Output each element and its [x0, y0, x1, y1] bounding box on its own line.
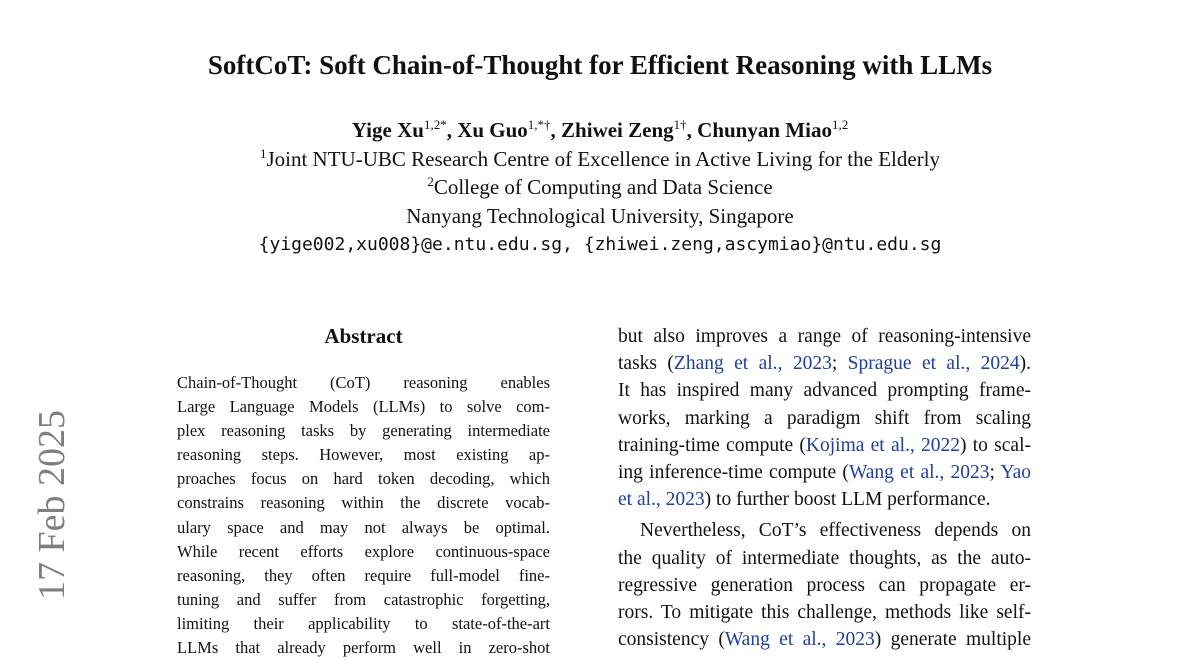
affiliation-2-text: College of Computing and Data Science	[433, 175, 773, 199]
abstract-line: proaches focus on hard token decoding, which	[177, 469, 550, 489]
affiliation-1-text: Joint NTU-UBC Research Centre of Excellence in Active Living for the Elderly	[266, 147, 941, 171]
paragraph-1-line	[618, 486, 1031, 513]
author-name: Yige Xu	[351, 118, 424, 142]
abstract-body	[177, 371, 550, 660]
paragraph-1-line	[618, 432, 1031, 459]
paragraph-2-line	[618, 517, 1031, 544]
author-name: Xu Guo	[457, 118, 528, 142]
abstract-line: constrains reasoning within the discrete vocab-	[177, 493, 550, 513]
paragraph-1-line	[618, 350, 1031, 377]
author-affiliation-sup: 1,*	[527, 117, 545, 132]
author-name: Chunyan Miao	[697, 118, 832, 142]
affiliation-1	[0, 145, 1200, 173]
author-note-mark: †	[680, 117, 687, 132]
abstract-line: ulary space and may not always be optimal.	[177, 517, 550, 537]
paragraph-2-line	[618, 572, 1031, 599]
body-text: consistency (	[618, 629, 725, 651]
abstract-line: limiting their applicability to state-of-the-art	[177, 613, 550, 633]
citation-link[interactable]: Kojima et al., 2022	[805, 434, 961, 456]
body-text: but also improves a range of reasoning-intensive	[618, 326, 1031, 347]
author-separator: ,	[550, 118, 562, 142]
affiliation-2-sup: 2	[427, 174, 434, 189]
body-text: ;	[989, 461, 1001, 483]
affiliation-1-sup: 1	[259, 146, 267, 161]
body-text: rors. To mitigate this challenge, methods like self-	[618, 601, 1031, 623]
body-text: ) to further boost LLM performance.	[704, 489, 991, 511]
body-text: It has inspired many advanced prompting frame-	[618, 380, 1031, 402]
abstract-line: Chain-of-Thought (CoT) reasoning enables	[177, 373, 550, 392]
author	[697, 118, 848, 142]
author-note-mark: †	[544, 117, 551, 132]
paper-title: SoftCoT: Soft Chain-of-Thought for Efficient Reasoning with LLMs	[207, 50, 993, 80]
author-separator: ,	[686, 118, 698, 142]
body-text: training-time compute (	[618, 434, 806, 456]
author-separator: ,	[446, 118, 458, 142]
body-text: ) to scal-	[960, 434, 1031, 456]
arxiv-date-stamp: 17 Feb 2025	[31, 410, 73, 600]
citation-link[interactable]: Sprague et al., 2024	[847, 353, 1020, 375]
paragraph-2-line	[618, 545, 1031, 572]
body-text: ).	[1019, 353, 1031, 375]
intro-right-column	[618, 323, 1031, 653]
author-note-mark: *	[440, 117, 447, 132]
body-text: Nevertheless, CoT’s effectiveness depends on	[640, 520, 1031, 542]
paragraph-1-line	[618, 377, 1031, 404]
body-text: ) generate multiple	[874, 629, 1031, 651]
citation-link[interactable]: Yao	[1000, 461, 1031, 483]
body-text: tasks (	[618, 353, 674, 375]
abstract-line: reasoning, they often require full-model fine-	[177, 565, 550, 585]
affiliation-3-text: Nanyang Technological University, Singapore	[406, 204, 794, 228]
citation-link[interactable]: Zhang et al., 2023	[673, 353, 832, 375]
abstract-line: plex reasoning tasks by generating intermediate	[177, 421, 550, 441]
affiliation-2	[0, 173, 1200, 201]
paragraph-2-line	[618, 599, 1031, 626]
abstract-line: tuning and suffer from catastrophic forgetting,	[177, 589, 550, 609]
author-affiliation-sup: 1,2	[423, 117, 441, 132]
abstract-line: Large Language Models (LLMs) to solve com-	[177, 397, 550, 417]
author-name: Zhiwei Zeng	[561, 118, 674, 142]
citation-link[interactable]: Wang et al., 2023	[724, 629, 875, 651]
paragraph-2-line	[618, 626, 1031, 653]
body-text: regressive generation process can propagate er-	[618, 574, 1031, 596]
body-text: the quality of intermediate thoughts, as the auto-	[618, 547, 1031, 569]
author-list	[0, 116, 1200, 144]
author-affiliation-sup: 1,2	[831, 117, 849, 132]
author-affiliation-sup: 1	[673, 117, 681, 132]
author	[561, 118, 687, 142]
abstract-heading: Abstract	[324, 324, 403, 348]
abstract-line: LLMs that already perform well in zero-shot	[177, 638, 550, 658]
citation-link[interactable]: et al., 2023	[618, 489, 705, 511]
body-text: works, marking a paradigm shift from scaling	[618, 407, 1031, 429]
citation-link[interactable]: Wang et al., 2023	[848, 461, 990, 483]
paragraph-1-line	[618, 459, 1031, 486]
body-text: ;	[831, 353, 848, 375]
affiliation-3	[0, 202, 1200, 230]
abstract-line: While recent efforts explore continuous-space	[177, 541, 550, 561]
author-emails: {yige002,xu008}@e.ntu.edu.sg, {zhiwei.zeng,ascymiao}@ntu.edu.sg	[258, 234, 942, 255]
abstract-line: reasoning steps. However, most existing ap-	[177, 445, 550, 465]
body-text: ing inference-time compute (	[618, 461, 849, 483]
author	[457, 118, 550, 142]
paragraph-1-line	[618, 323, 1031, 350]
paragraph-1-line	[618, 405, 1031, 432]
author	[352, 118, 447, 142]
